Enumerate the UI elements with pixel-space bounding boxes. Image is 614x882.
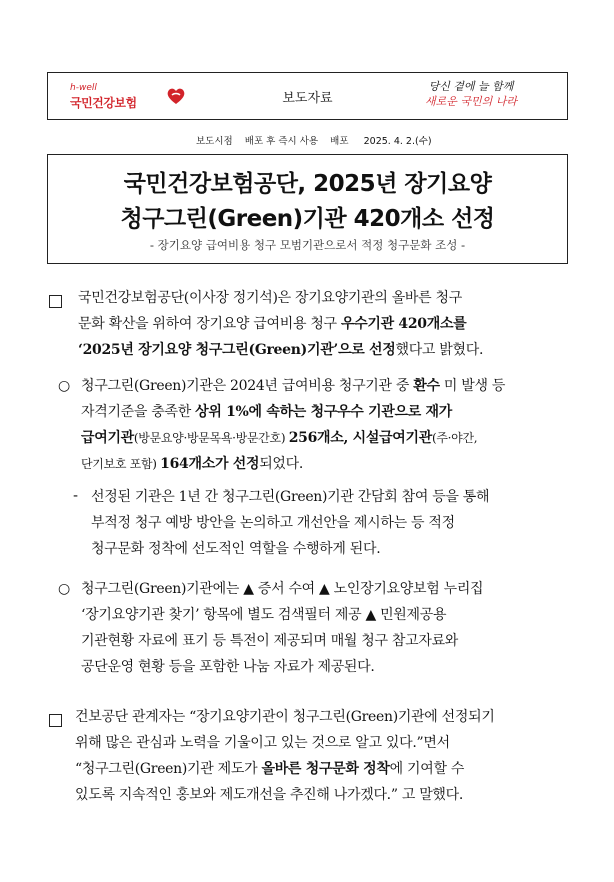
headline-line1: 국민건강보험공단, 2025년 장기요양 [123, 171, 492, 197]
checkbox-bullet [49, 714, 62, 727]
logo-tagline: h-well [70, 83, 97, 93]
slogan [411, 79, 531, 109]
dash-bullet: - [73, 488, 79, 504]
text-line: ‘장기요양기관 찾기’ 항목에 별도 검색필터 제공 ▲ 민원제공용 [81, 607, 447, 623]
text-line: 부적정 청구 예방 방안을 논의하고 개선안을 제시하는 등 적정 [91, 515, 455, 531]
text-line: 있도록 지속적인 홍보와 제도개선을 추진해 나가겠다.” 고 말했다. [75, 787, 464, 803]
slogan-line2: 새로운 국민의 나라 [424, 95, 517, 108]
text-line: 공단운영 현황 등을 포함한 나눔 자료가 제공된다. [81, 659, 375, 675]
paragraph-1 [78, 285, 483, 363]
press-release-label: 보도자료 [282, 91, 333, 106]
text-line: 청구그린(Green)기관에는 ▲ 증서 수여 ▲ 노인장기요양보험 누리집 [81, 581, 484, 597]
text-line: 위해 많은 관심과 노력을 기울이고 있는 것으로 알고 있다.”면서 [75, 735, 450, 751]
checkbox-bullet [49, 295, 62, 308]
text-line: 건보공단 관계자는 “장기요양기관이 청구그린(Green)기관에 선정되기 [75, 709, 495, 725]
slogan-line1: 당신 곁에 늘 함께 [428, 80, 514, 93]
text-line: 자격기준을 충족한 상위 1%에 속하는 청구우수 기관으로 재가 [81, 404, 452, 420]
text-line: 청구그린(Green)기관은 2024년 급여비용 청구기관 중 환수 미 발생 등 [81, 378, 506, 394]
title-box [47, 154, 568, 264]
headline-line2: 청구그린(Green)기관 420개소 선정 [120, 206, 495, 232]
release-info: 보도시점 배포 후 즉시 사용 배포 2025. 4. 2.(수) [196, 136, 432, 147]
text-line: 청구문화 정착에 선도적인 역할을 수행하게 된다. [91, 541, 381, 557]
paragraph-2 [81, 373, 505, 477]
paragraph-5 [75, 704, 495, 808]
text-line: ‘2025년 장기요양 청구그린(Green)기관’으로 선정했다고 밝혔다. [78, 342, 484, 358]
header-box [47, 72, 568, 120]
circle-bullet: ○ [58, 378, 71, 394]
paragraph-4 [81, 576, 483, 680]
paragraph-3 [91, 484, 489, 562]
subheadline: - 장기요양 급여비용 청구 모범기관으로서 적정 청구문화 조성 - [149, 238, 466, 252]
text-line: 기관현황 자료에 표기 등 특전이 제공되며 매월 청구 참고자료와 [81, 633, 459, 649]
text-line: 국민건강보험공단(이사장 정기석)은 장기요양기관의 올바른 청구 [78, 290, 462, 306]
logo-name: 국민건강보험 [70, 96, 137, 110]
text-line: 선정된 기관은 1년 간 청구그린(Green)기관 간담회 참여 등을 통해 [91, 489, 490, 505]
text-line: 급여기관(방문요양·방문목욕·방문간호) 256개소, 시설급여기관(주·야간, [81, 430, 478, 446]
text-line: 단기보호 포함) 164개소가 선정되었다. [81, 456, 304, 472]
text-line: 문화 확산을 위하여 장기요양 급여비용 청구 우수기관 420개소를 [78, 316, 467, 332]
circle-bullet: ○ [58, 581, 71, 597]
text-line: “청구그린(Green)기관 제도가 올바른 청구문화 정착에 기여할 수 [75, 761, 465, 777]
